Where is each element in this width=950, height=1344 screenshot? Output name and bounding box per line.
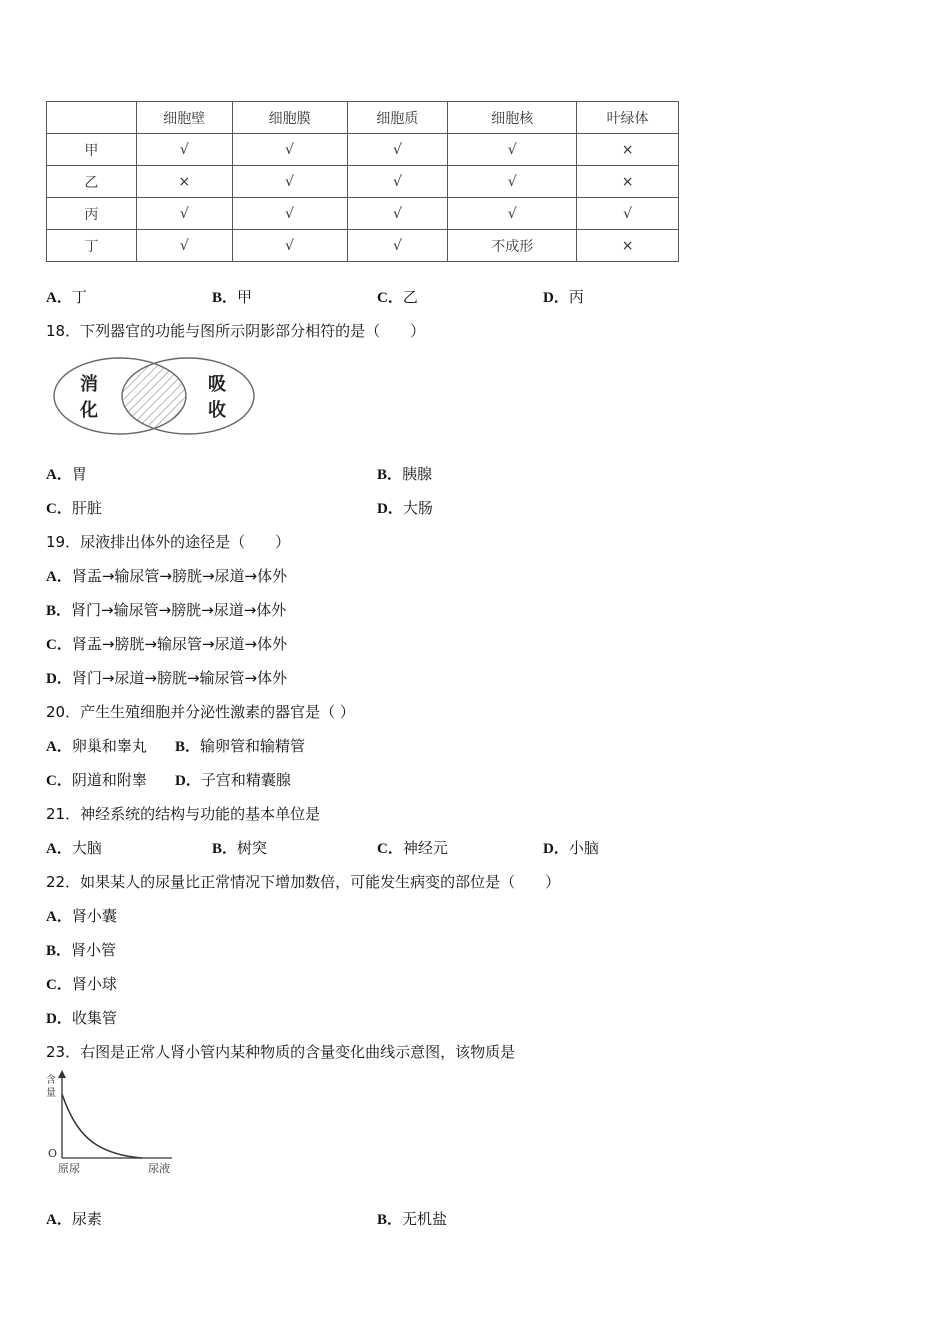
q19-stem: 19．尿液排出体外的途径是（ ） xyxy=(46,533,291,551)
q18-option-b[interactable]: B．胰腺 xyxy=(377,465,433,483)
table-cell: 甲 xyxy=(47,134,137,166)
table-cell: × xyxy=(577,134,679,166)
q20-stem: 20．产生生殖细胞并分泌性激素的器官是（ ） xyxy=(46,703,355,721)
table-cell: 不成形 xyxy=(448,230,577,262)
table-row xyxy=(47,230,679,262)
q19-option-d[interactable]: D．肾门→尿道→膀胱→输尿管→体外 xyxy=(46,669,288,687)
q22-option-a[interactable]: A．肾小囊 xyxy=(46,907,117,925)
table-cell: × xyxy=(577,166,679,198)
cell-structure-table xyxy=(46,101,679,262)
q21-option-a[interactable]: A．大脑 xyxy=(46,839,102,857)
table-cell: √ xyxy=(448,198,577,230)
table-cell: 丁 xyxy=(47,230,137,262)
table-cell: √ xyxy=(448,134,577,166)
q20-option-d[interactable]: D．子宫和精囊腺 xyxy=(175,771,291,789)
table-row xyxy=(47,198,679,230)
q22-stem: 22．如果某人的尿量比正常情况下增加数倍，可能发生病变的部位是（ ） xyxy=(46,873,561,891)
y-axis-arrow-icon xyxy=(58,1070,66,1078)
venn-label: 化 xyxy=(80,400,98,421)
q17-option-c[interactable]: C．乙 xyxy=(377,288,418,306)
q21-option-c[interactable]: C．神经元 xyxy=(377,839,448,857)
venn-label: 消 xyxy=(80,374,98,395)
table-cell: 细胞膜 xyxy=(232,102,347,134)
table-cell: × xyxy=(136,166,232,198)
q18-option-d[interactable]: D．大肠 xyxy=(377,499,433,517)
q23-option-a[interactable]: A．尿素 xyxy=(46,1210,102,1228)
venn-label: 吸 xyxy=(208,374,226,395)
q21-stem: 21．神经系统的结构与功能的基本单位是 xyxy=(46,805,321,823)
table-cell: √ xyxy=(136,134,232,166)
table-cell: √ xyxy=(577,198,679,230)
q19-option-a[interactable]: A．肾盂→输尿管→膀胱→尿道→体外 xyxy=(46,567,288,585)
q18-stem: 18．下列器官的功能与图所示阴影部分相符的是（ ） xyxy=(46,322,426,340)
q22-option-b[interactable]: B．肾小管 xyxy=(46,941,117,959)
venn-label: 收 xyxy=(208,400,226,421)
y-axis-label: 含 xyxy=(46,1075,56,1086)
q20-option-c[interactable]: C．阴道和附睾 xyxy=(46,771,147,789)
table-cell: 细胞壁 xyxy=(136,102,232,134)
table-cell xyxy=(47,102,137,134)
table-cell: √ xyxy=(448,166,577,198)
table-cell: 细胞质 xyxy=(347,102,448,134)
q17-option-b[interactable]: B．甲 xyxy=(212,288,253,306)
table-cell: √ xyxy=(232,230,347,262)
q20-option-b[interactable]: B．输卵管和输精管 xyxy=(175,737,306,755)
concentration-curve-graph xyxy=(42,1068,182,1180)
q17-option-a[interactable]: A．丁 xyxy=(46,288,87,306)
q23-option-b[interactable]: B．无机盐 xyxy=(377,1210,448,1228)
q17-option-d[interactable]: D．丙 xyxy=(543,288,584,306)
table-cell: √ xyxy=(232,166,347,198)
table-cell: 细胞核 xyxy=(448,102,577,134)
table-row xyxy=(47,166,679,198)
q21-option-b[interactable]: B．树突 xyxy=(212,839,268,857)
q23-stem: 23．右图是正常人肾小管内某种物质的含量变化曲线示意图，该物质是 xyxy=(46,1043,516,1061)
y-axis-label: 量 xyxy=(46,1088,56,1099)
table-header-row xyxy=(47,102,679,134)
table-cell: 丙 xyxy=(47,198,137,230)
table-cell: 乙 xyxy=(47,166,137,198)
table-cell: √ xyxy=(347,166,448,198)
q21-option-d[interactable]: D．小脑 xyxy=(543,839,599,857)
table-cell: √ xyxy=(347,134,448,166)
decay-curve xyxy=(62,1094,142,1158)
table-cell: 叶绿体 xyxy=(577,102,679,134)
x-start-label: 原尿 xyxy=(58,1162,80,1175)
q20-option-a[interactable]: A．卵巢和睾丸 xyxy=(46,737,147,755)
table-cell: √ xyxy=(136,230,232,262)
venn-diagram xyxy=(50,354,260,440)
table-cell: √ xyxy=(232,134,347,166)
q22-option-d[interactable]: D．收集管 xyxy=(46,1009,117,1027)
table-cell: × xyxy=(577,230,679,262)
q19-option-b[interactable]: B．肾门→输尿管→膀胱→尿道→体外 xyxy=(46,601,287,619)
q19-option-c[interactable]: C．肾盂→膀胱→输尿管→尿道→体外 xyxy=(46,635,288,653)
x-end-label: 尿液 xyxy=(148,1162,170,1175)
table-cell: √ xyxy=(232,198,347,230)
table-row xyxy=(47,134,679,166)
q18-option-a[interactable]: A．胃 xyxy=(46,465,87,483)
q22-option-c[interactable]: C．肾小球 xyxy=(46,975,117,993)
table-cell: √ xyxy=(347,198,448,230)
origin-label: O xyxy=(48,1147,58,1160)
q18-option-c[interactable]: C．肝脏 xyxy=(46,499,102,517)
table-cell: √ xyxy=(347,230,448,262)
table-cell: √ xyxy=(136,198,232,230)
